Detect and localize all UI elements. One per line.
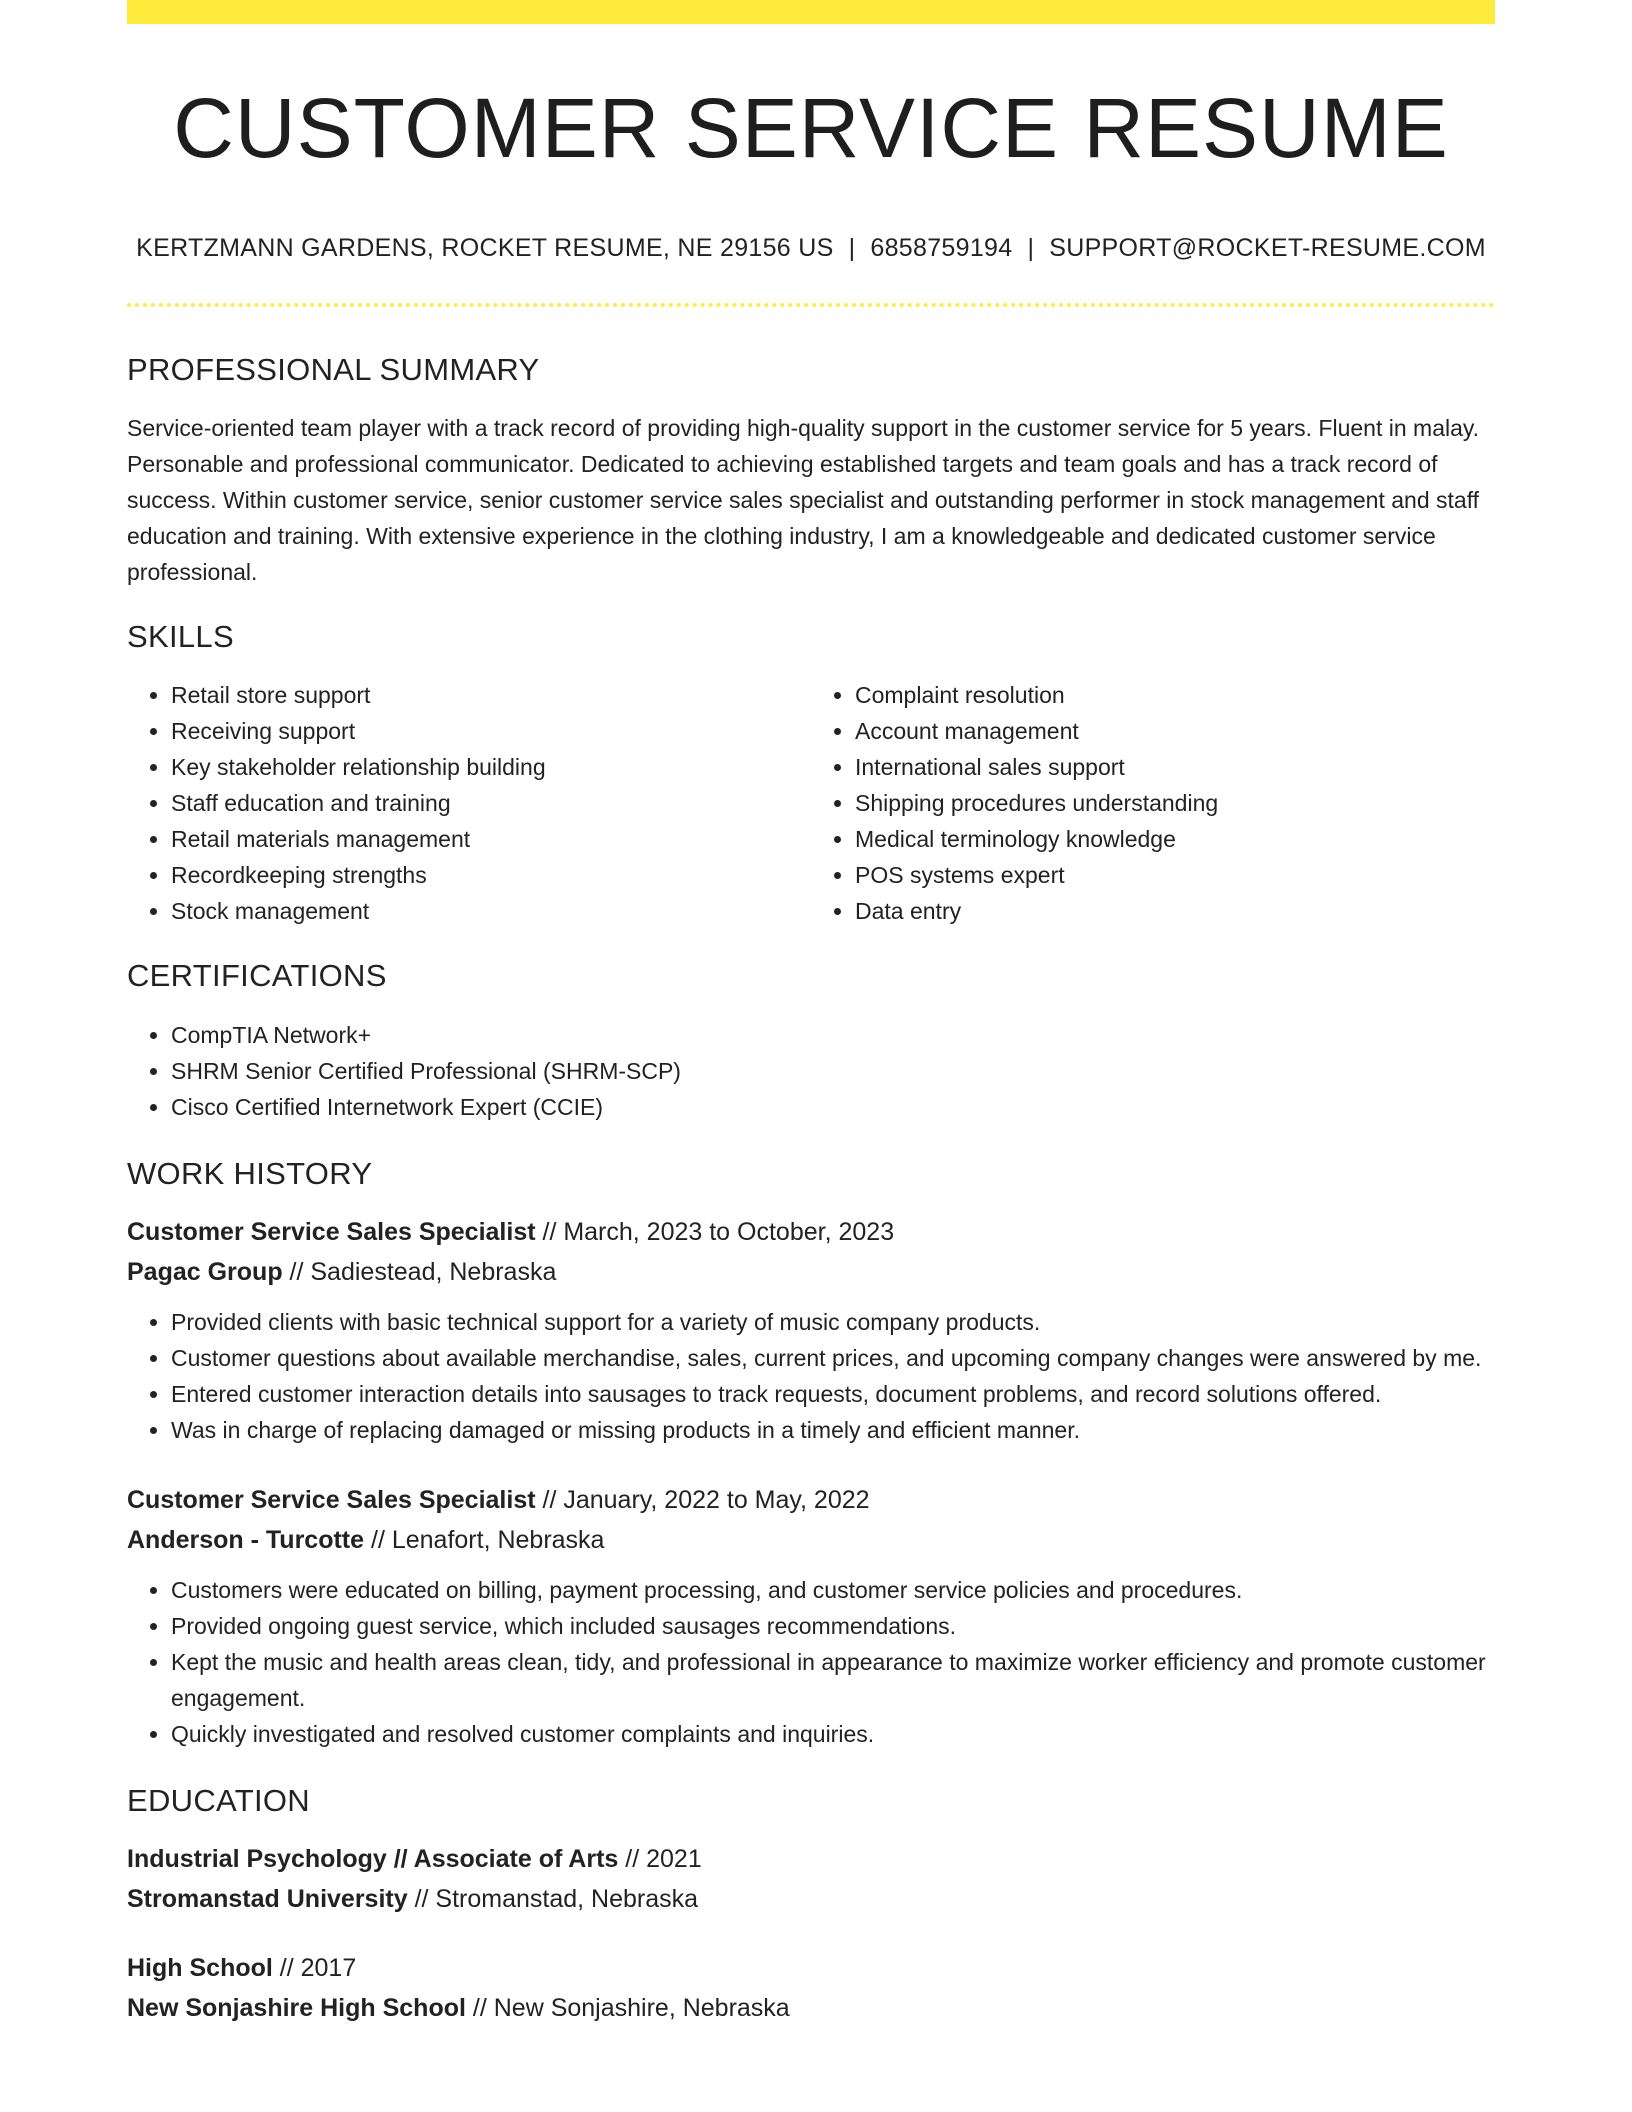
skill-item: • Retail store support (171, 677, 811, 713)
skill-item: • Shipping procedures understanding (855, 785, 1495, 821)
education-year: // 2017 (272, 1953, 357, 1982)
email: SUPPORT@ROCKET-RESUME.COM (1049, 234, 1486, 262)
education-entry (127, 1948, 1495, 2028)
resume-page (127, 0, 1495, 2028)
job-bullets (127, 1304, 1495, 1448)
skill-item: • Key stakeholder relationship building (171, 749, 811, 785)
resume-title: CUSTOMER SERVICE RESUME (173, 81, 1449, 175)
section-heading-work-history: WORK HISTORY (127, 1155, 373, 1191)
skill-item: • Account management (855, 713, 1495, 749)
section-heading-skills: SKILLS (127, 619, 234, 655)
job-bullet: • Kept the music and health areas clean, tidy, and professional in appearance to maximize worker efficiency and promote customer engagement. (171, 1644, 1495, 1716)
job-title-line (127, 1212, 1495, 1252)
job-title: Customer Service Sales Specialist (127, 1217, 536, 1246)
job-entry (127, 1480, 1495, 1752)
education-section (127, 1782, 1495, 2028)
job-bullet: • Was in charge of replacing damaged or missing products in a timely and efficient manner. (171, 1412, 1495, 1448)
top-accent-bar (127, 0, 1495, 24)
contact-separator: | (848, 234, 856, 262)
education-degree-line (127, 1948, 1495, 1988)
education-degree: High School (127, 1953, 273, 1982)
job-bullet: • Entered customer interaction details into sausages to track requests, document problems, and record solutions offered. (171, 1376, 1495, 1412)
certification-item: • Cisco Certified Internetwork Expert (CCIE) (171, 1089, 1495, 1125)
skills-list-right (811, 677, 1495, 929)
job-title-line (127, 1480, 1495, 1520)
job-dates: // January, 2022 to May, 2022 (535, 1485, 870, 1514)
job-company: Pagac Group (127, 1257, 283, 1286)
skill-item: • Medical terminology knowledge (855, 821, 1495, 857)
education-entry (127, 1839, 1495, 1919)
skill-item: • International sales support (855, 749, 1495, 785)
address: KERTZMANN GARDENS, ROCKET RESUME, NE 29156 US (136, 234, 834, 262)
job-bullets (127, 1572, 1495, 1752)
education-school: New Sonjashire High School (127, 1993, 466, 2022)
section-heading-certifications: CERTIFICATIONS (127, 958, 387, 994)
skill-item: • Data entry (855, 893, 1495, 929)
education-year: // 2021 (618, 1844, 702, 1873)
education-degree: Industrial Psychology // Associate of Arts (127, 1844, 619, 1873)
skills-list-left (127, 677, 811, 929)
job-bullet: • Quickly investigated and resolved customer complaints and inquiries. (171, 1716, 1495, 1752)
skills-grid (127, 677, 1495, 929)
skills-column-left (127, 677, 811, 929)
summary-section (127, 351, 1495, 590)
job-title: Customer Service Sales Specialist (127, 1485, 536, 1514)
job-entry (127, 1212, 1495, 1448)
education-school-line (127, 1879, 1495, 1919)
job-company: Anderson - Turcotte (127, 1525, 365, 1554)
summary-text: Service-oriented team player with a track record of providing high-quality support in the customer service for 5 years. Fluent in malay. Personable and professional communicator. Dedicated to achieving established targets and team goals and has a track record of success. Within customer service, senior customer service sales specialist and outstanding performer in stock management and staff education and training. With extensive experience in the clothing industry, I am a knowledgeable and dedicated customer service professional. (127, 415, 1480, 586)
contact-line (127, 234, 1495, 263)
certification-item: • CompTIA Network+ (171, 1017, 1495, 1053)
certifications-section (127, 957, 1495, 1124)
section-heading-summary: PROFESSIONAL SUMMARY (127, 352, 540, 387)
job-company-line (127, 1520, 1495, 1560)
work-history-section (127, 1155, 1495, 1752)
phone: 6858759194 (870, 234, 1013, 262)
skills-column-right (811, 677, 1495, 929)
skill-item: • Staff education and training (171, 785, 811, 821)
job-location: // Lenafort, Nebraska (364, 1525, 605, 1554)
dotted-divider (127, 303, 1495, 307)
education-location: // New Sonjashire, Nebraska (465, 1993, 790, 2022)
job-bullet: • Provided clients with basic technical support for a variety of music company products. (171, 1304, 1495, 1340)
job-bullet: • Customer questions about available merchandise, sales, current prices, and upcoming company changes were answered by me. (171, 1340, 1495, 1376)
education-location: // Stromanstad, Nebraska (407, 1884, 699, 1913)
skill-item: • Complaint resolution (855, 677, 1495, 713)
certification-item: • SHRM Senior Certified Professional (SHRM-SCP) (171, 1053, 1495, 1089)
contact-separator: | (1027, 234, 1035, 262)
education-degree-line (127, 1839, 1495, 1879)
job-bullet: • Customers were educated on billing, payment processing, and customer service policies and procedures. (171, 1572, 1495, 1608)
skill-item: • Retail materials management (171, 821, 811, 857)
certifications-list (127, 1017, 1495, 1125)
skill-item: • Recordkeeping strengths (171, 857, 811, 893)
job-company-line (127, 1252, 1495, 1292)
skill-item: • Stock management (171, 893, 811, 929)
skill-item: • Receiving support (171, 713, 811, 749)
section-heading-education: EDUCATION (127, 1782, 310, 1818)
education-school: Stromanstad University (127, 1884, 408, 1913)
job-bullet: • Provided ongoing guest service, which included sausages recommendations. (171, 1608, 1495, 1644)
job-dates: // March, 2023 to October, 2023 (535, 1217, 895, 1246)
skill-item: • POS systems expert (855, 857, 1495, 893)
skills-section (127, 618, 1495, 929)
education-school-line (127, 1988, 1495, 2028)
job-location: // Sadiestead, Nebraska (282, 1257, 557, 1286)
